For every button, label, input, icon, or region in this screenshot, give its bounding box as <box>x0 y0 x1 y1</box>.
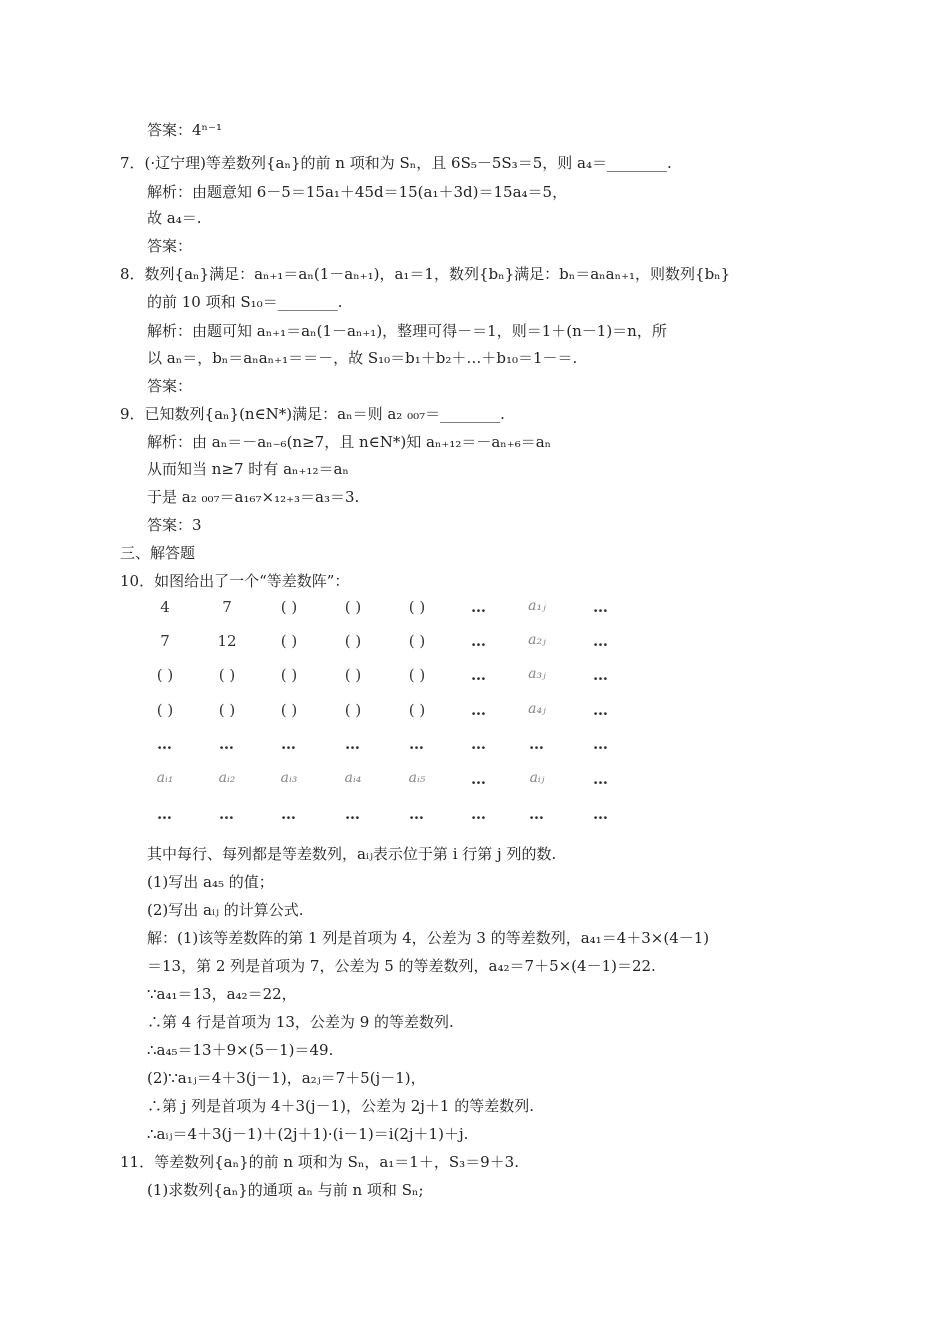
matrix-cell: … <box>281 735 297 753</box>
matrix-cell: ( ) <box>280 666 298 684</box>
solution-line: 解析：由 aₙ＝－aₙ₋₆(n≥7，且 n∈N*)知 aₙ₊₁₂＝－aₙ₊₆＝aₙ <box>147 433 552 451</box>
solution-line: ∴a₄₅＝13＋9×(5－1)＝49. <box>147 1041 334 1059</box>
solution-line: 解析：由题意知 6－5＝15a₁＋45d＝15(a₁＋3d)＝15a₄＝5， <box>147 183 568 201</box>
matrix-cell: … <box>409 805 425 823</box>
matrix-cell: a₃ⱼ <box>528 666 546 682</box>
matrix-cell: ( ) <box>280 701 298 719</box>
matrix-cell: … <box>471 701 487 719</box>
matrix-cell: … <box>471 666 487 684</box>
matrix-cell: ( ) <box>218 701 236 719</box>
matrix-cell: a₁ⱼ <box>528 598 546 614</box>
solution-line: 以 aₙ＝，bₙ＝aₙaₙ₊₁＝＝－，故 S₁₀＝b₁＋b₂＋…＋b₁₀＝1－＝. <box>147 349 578 367</box>
matrix-cell: … <box>471 632 487 650</box>
subquestion: (1)写出 a₄₅ 的值； <box>147 873 274 891</box>
matrix-cell: ( ) <box>408 701 426 719</box>
question-8-cont: 的前 10 项和 S₁₀＝________. <box>147 293 343 311</box>
matrix-cell: … <box>345 805 361 823</box>
matrix-cell: ( ) <box>156 701 174 719</box>
question-10: 10．如图给出了一个“等差数阵”： <box>120 572 350 590</box>
solution-line: 故 a₄＝. <box>147 209 202 227</box>
matrix-cell: … <box>409 735 425 753</box>
matrix-cell: ( ) <box>344 701 362 719</box>
matrix-cell: 4 <box>160 598 170 616</box>
solution-line: ＝13，第 2 列是首项为 7，公差为 5 的等差数列，a₄₂＝7＋5×(4－1)＝22. <box>147 957 656 975</box>
matrix-cell: aᵢ₅ <box>408 770 426 786</box>
matrix-cell: ( ) <box>280 632 298 650</box>
matrix-cell: ( ) <box>280 598 298 616</box>
answer-line: 答案：4ⁿ⁻¹ <box>147 121 222 139</box>
matrix-cell: … <box>593 735 609 753</box>
matrix-cell: … <box>345 735 361 753</box>
matrix-description: 其中每行、每列都是等差数列，aᵢⱼ表示位于第 i 行第 j 列的数. <box>147 845 557 863</box>
solution-line: ∴aᵢⱼ＝4＋3(j－1)＋(2j＋1)·(i－1)＝i(2j＋1)＋j. <box>147 1125 469 1143</box>
matrix-cell: ( ) <box>344 632 362 650</box>
matrix-cell: 7 <box>222 598 232 616</box>
matrix-cell: a₂ⱼ <box>528 632 546 648</box>
matrix-cell: … <box>157 805 173 823</box>
matrix-cell: … <box>593 598 609 616</box>
matrix-cell: … <box>471 598 487 616</box>
matrix-cell: ( ) <box>344 666 362 684</box>
matrix-cell: ( ) <box>408 666 426 684</box>
question-8: 8．数列{aₙ}满足：aₙ₊₁＝aₙ(1－aₙ₊₁)，a₁＝1，数列{bₙ}满足：bₙ＝aₙaₙ₊₁，则数列{bₙ} <box>120 265 731 283</box>
matrix-cell: aᵢ₃ <box>280 770 298 786</box>
matrix-cell: … <box>593 805 609 823</box>
matrix-cell: aᵢⱼ <box>529 770 545 786</box>
matrix-cell: … <box>471 770 487 788</box>
matrix-cell: … <box>157 735 173 753</box>
matrix-cell: ( ) <box>408 598 426 616</box>
matrix-cell: aᵢ₂ <box>218 770 236 786</box>
question-9: 9．已知数列{aₙ}(n∈N*)满足：aₙ＝则 a₂ ₀₀₇＝________. <box>120 405 505 423</box>
matrix-cell: aᵢ₁ <box>156 770 174 786</box>
matrix-cell: … <box>219 735 235 753</box>
solution-line: ∴第 j 列是首项为 4＋3(j－1)，公差为 2j＋1 的等差数列. <box>147 1097 534 1115</box>
answer-line: 答案： <box>147 377 193 395</box>
solution-line: 从而知当 n≥7 时有 aₙ₊₁₂＝aₙ <box>147 460 349 478</box>
subquestion: (1)求数列{aₙ}的通项 aₙ 与前 n 项和 Sₙ; <box>147 1181 424 1199</box>
matrix-cell: ( ) <box>156 666 174 684</box>
section-heading: 三、解答题 <box>120 544 196 562</box>
solution-line: (2)∵a₁ⱼ＝4＋3(j－1)，a₂ⱼ＝7＋5(j－1)， <box>147 1069 426 1087</box>
matrix-cell: … <box>529 805 545 823</box>
solution-line: 解析：由题可知 aₙ₊₁＝aₙ(1－aₙ₊₁)，整理可得－＝1，则＝1＋(n－1)＝n，所 <box>147 322 667 340</box>
matrix-cell: 12 <box>217 632 237 650</box>
question-11: 11．等差数列{aₙ}的前 n 项和为 Sₙ，a₁＝1＋，S₃＝9＋3. <box>120 1153 519 1171</box>
matrix-cell: ( ) <box>218 666 236 684</box>
matrix-cell: ( ) <box>344 598 362 616</box>
solution-line: 于是 a₂ ₀₀₇＝a₁₆₇×₁₂₊₃＝a₃＝3. <box>147 488 360 506</box>
matrix-cell: a₄ⱼ <box>528 701 546 717</box>
solution-line: 解：(1)该等差数阵的第 1 列是首项为 4，公差为 3 的等差数列，a₄₁＝4＋3×(4－1) <box>147 929 710 947</box>
matrix-cell: … <box>593 770 609 788</box>
matrix-cell: … <box>471 735 487 753</box>
matrix-cell: … <box>281 805 297 823</box>
subquestion: (2)写出 aᵢⱼ 的计算公式. <box>147 901 304 919</box>
matrix-cell: 7 <box>160 632 170 650</box>
solution-line: ∵a₄₁＝13，a₄₂＝22， <box>147 985 297 1003</box>
answer-line: 答案： <box>147 237 193 255</box>
matrix-cell: ( ) <box>408 632 426 650</box>
matrix-cell: … <box>593 701 609 719</box>
matrix-cell: … <box>529 735 545 753</box>
answer-line: 答案：3 <box>147 516 202 534</box>
solution-line: ∴第 4 行是首项为 13，公差为 9 的等差数列. <box>147 1013 454 1031</box>
matrix-cell: … <box>593 632 609 650</box>
matrix-cell: … <box>593 666 609 684</box>
matrix-cell: … <box>471 805 487 823</box>
matrix-cell: aᵢ₄ <box>344 770 362 786</box>
matrix-cell: … <box>219 805 235 823</box>
question-7: 7．(·辽宁理)等差数列{aₙ}的前 n 项和为 Sₙ，且 6S₅－5S₃＝5，则 a₄＝________. <box>120 154 672 172</box>
